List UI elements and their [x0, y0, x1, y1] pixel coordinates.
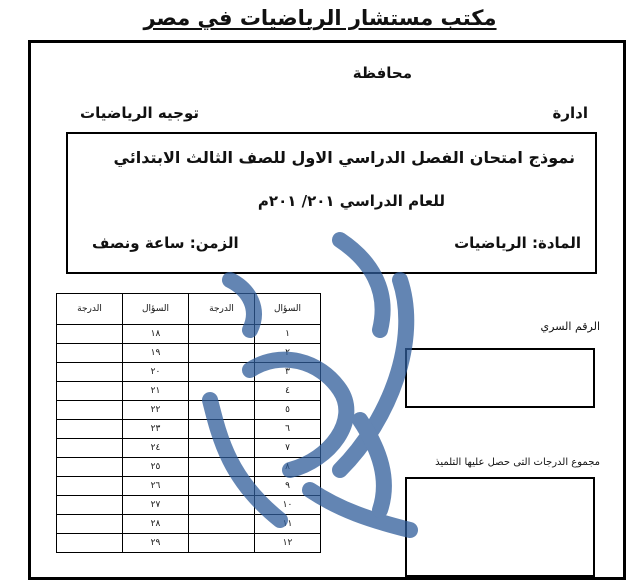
grade-cell[interactable]: [189, 363, 255, 382]
table-row: [57, 325, 321, 344]
office-title-text: مكتب مستشار الرياضيات في مصر: [143, 6, 497, 30]
grade-cell[interactable]: [57, 363, 123, 382]
question-number-cell: ٥: [255, 401, 321, 420]
question-number-cell: ٧: [255, 439, 321, 458]
table-row: [57, 515, 321, 534]
header-question-2: السؤال: [123, 294, 189, 325]
grade-cell[interactable]: [189, 534, 255, 553]
question-number-cell: ٢٢: [123, 401, 189, 420]
grade-cell[interactable]: [57, 496, 123, 515]
header-question-1: السؤال: [255, 294, 321, 325]
question-number-cell: ٢٧: [123, 496, 189, 515]
question-number-cell: ٢٣: [123, 420, 189, 439]
grade-table-header-row: [57, 294, 321, 325]
question-number-cell: ٦: [255, 420, 321, 439]
exam-duration: الزمن: ساعة ونصف: [92, 234, 239, 252]
question-number-cell: ٢٤: [123, 439, 189, 458]
question-number-cell: ٢٩: [123, 534, 189, 553]
grade-cell[interactable]: [57, 401, 123, 420]
table-row: [57, 363, 321, 382]
secret-number-label: الرقم السري: [540, 320, 600, 333]
directorate-label: توجيه الرياضيات: [80, 104, 199, 122]
question-number-cell: ٢: [255, 344, 321, 363]
table-row: [57, 401, 321, 420]
grade-cell[interactable]: [189, 515, 255, 534]
question-number-cell: ١: [255, 325, 321, 344]
table-row: [57, 534, 321, 553]
grade-cell[interactable]: [57, 477, 123, 496]
question-number-cell: ٢٠: [123, 363, 189, 382]
question-number-cell: ٣: [255, 363, 321, 382]
grade-cell[interactable]: [189, 344, 255, 363]
grade-cell[interactable]: [57, 420, 123, 439]
table-row: [57, 439, 321, 458]
header-grade-1: الدرجة: [189, 294, 255, 325]
question-number-cell: ٢٥: [123, 458, 189, 477]
grade-cell[interactable]: [57, 439, 123, 458]
exam-info-box: [66, 132, 597, 274]
question-number-cell: ٤: [255, 382, 321, 401]
table-row: [57, 477, 321, 496]
secret-number-box[interactable]: [405, 348, 595, 408]
grade-cell[interactable]: [189, 477, 255, 496]
grade-table: [56, 293, 321, 553]
administration-label: ادارة: [552, 104, 588, 122]
grade-cell[interactable]: [189, 439, 255, 458]
question-number-cell: ٢٨: [123, 515, 189, 534]
grade-cell[interactable]: [189, 496, 255, 515]
grade-cell[interactable]: [189, 458, 255, 477]
exam-title: نموذج امتحان الفصل الدراسي الاول للصف الثالث الابتدائي: [113, 148, 575, 167]
question-number-cell: ١٢: [255, 534, 321, 553]
question-number-cell: ١١: [255, 515, 321, 534]
question-number-cell: ١٩: [123, 344, 189, 363]
governorate-label: محافظة: [352, 64, 412, 82]
table-row: [57, 458, 321, 477]
header-grade-2: الدرجة: [57, 294, 123, 325]
question-number-cell: ٢٦: [123, 477, 189, 496]
exam-subject: المادة: الرياضيات: [454, 234, 581, 252]
total-grade-box[interactable]: [405, 477, 595, 577]
page-title: [0, 6, 640, 30]
grade-cell[interactable]: [189, 382, 255, 401]
table-row: [57, 382, 321, 401]
grade-cell[interactable]: [57, 382, 123, 401]
grade-cell[interactable]: [57, 325, 123, 344]
grade-cell[interactable]: [57, 534, 123, 553]
question-number-cell: ١٨: [123, 325, 189, 344]
exam-year: للعام الدراسي ٢٠١/ ٢٠١م: [257, 192, 445, 210]
table-row: [57, 496, 321, 515]
grade-cell[interactable]: [57, 344, 123, 363]
grade-cell[interactable]: [189, 420, 255, 439]
question-number-cell: ٩: [255, 477, 321, 496]
table-row: [57, 420, 321, 439]
grade-cell[interactable]: [57, 458, 123, 477]
question-number-cell: ١٠: [255, 496, 321, 515]
question-number-cell: ٢١: [123, 382, 189, 401]
grade-cell[interactable]: [189, 325, 255, 344]
total-grade-label: مجموع الدرجات التى حصل عليها التلميذ: [435, 457, 600, 468]
question-number-cell: ٨: [255, 458, 321, 477]
grade-cell[interactable]: [189, 401, 255, 420]
table-row: [57, 344, 321, 363]
grade-cell[interactable]: [57, 515, 123, 534]
